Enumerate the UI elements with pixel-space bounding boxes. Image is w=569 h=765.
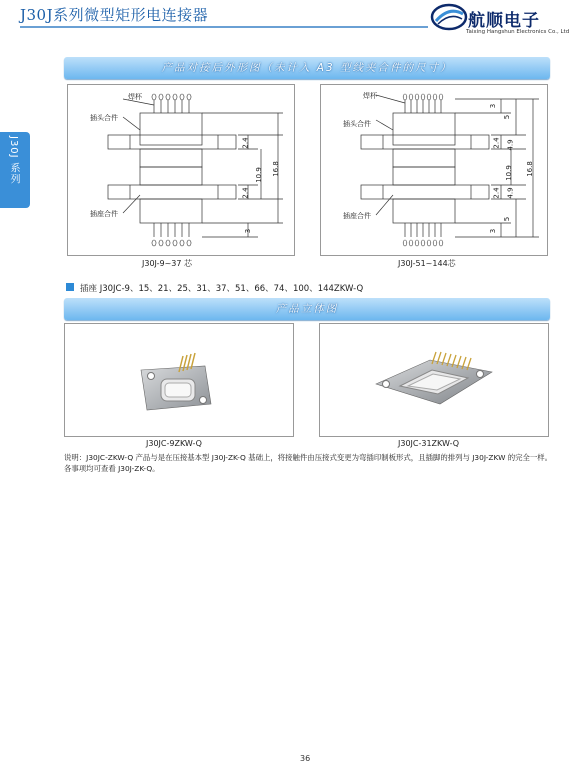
product-image-frame-right: [319, 323, 549, 437]
dim-4-9-top-right: 4.9: [506, 139, 515, 151]
series-side-tab-label: J30J 系列: [8, 136, 19, 185]
caption-left-drawing: J30J-9~37 芯: [142, 259, 193, 268]
company-logo-english: Taixing Hangshun Electronics Co., Ltd: [466, 29, 569, 35]
drawing-frame-right: [320, 84, 548, 256]
dim-3-bottom-right: 3: [489, 228, 498, 234]
dim-3-top-right: 3: [489, 103, 498, 109]
dim-2-4-top-left: 2.4: [241, 137, 250, 149]
caption-right-drawing: J30J-51~144芯: [398, 259, 456, 268]
dim-2-4-bottom-left: 2.4: [241, 187, 250, 199]
connector-3d-image-right: [320, 324, 548, 436]
dim-4-9-bottom-right: 4.9: [506, 187, 515, 199]
section-banner-3d: [64, 298, 550, 320]
label-plug-assembly-right: 插头合件: [343, 120, 371, 128]
section-banner-3d-title: 产品立体图: [275, 303, 339, 315]
dim-10-9-right: 10.9: [504, 165, 513, 181]
dim-16-8-right: 16.8: [525, 161, 534, 177]
dim-2-4-bottom-right: 2.4: [492, 187, 501, 199]
label-plug-assembly-left: 插头合件: [90, 114, 118, 122]
company-logo-text: 航顺电子: [468, 11, 540, 31]
page-number: 36: [300, 754, 311, 763]
label-socket-assembly-right: 插座合件: [343, 212, 371, 220]
note-paragraph: 说明：J30JC-ZKW-Q 产品与是在压接基本型 J30J-ZK-Q 基础上，将接触件由压接式变更为弯插印制板形式，且插脚的排列与 J30J-ZKW 的完全一样。各事项均可查看 J30J-ZK-Q。: [64, 453, 553, 473]
caption-3d-right: J30JC-31ZKW-Q: [398, 439, 460, 448]
dim-10-9-left: 10.9: [254, 167, 263, 183]
label-socket-assembly-left: 插座合件: [90, 210, 118, 218]
caption-3d-left: J30JC-9ZKW-Q: [146, 439, 202, 448]
dim-5-top-right: 5: [503, 114, 512, 120]
dim-5-bottom-right: 5: [503, 216, 512, 222]
product-image-frame-left: [64, 323, 294, 437]
dim-2-4-top-right: 2.4: [492, 137, 501, 149]
connector-outline-drawing-right: [321, 85, 547, 255]
dim-3-left: 3: [244, 228, 253, 234]
section-banner-outline-title: 产品对接后外形图（未计入 A3 型线夹合件的尺寸）: [161, 62, 453, 74]
header-underline: [20, 26, 428, 28]
label-solder-cup-left: 焊杯: [128, 93, 142, 101]
bullet-square-icon: [66, 283, 74, 291]
dim-16-8-left: 16.8: [271, 161, 280, 177]
page-header-title: J30J系列微型矩形电连接器: [20, 6, 209, 24]
company-logo-icon: [430, 2, 468, 32]
connector-3d-image-left: [65, 324, 293, 436]
drawing-frame-left: [67, 84, 295, 256]
section-banner-outline: [64, 57, 550, 79]
label-solder-cup-right: 焊杯: [363, 92, 377, 100]
socket-model-list: 插座 J30JC-9、15、21、25、31、37、51、66、74、100、144ZKW-Q: [80, 284, 364, 294]
